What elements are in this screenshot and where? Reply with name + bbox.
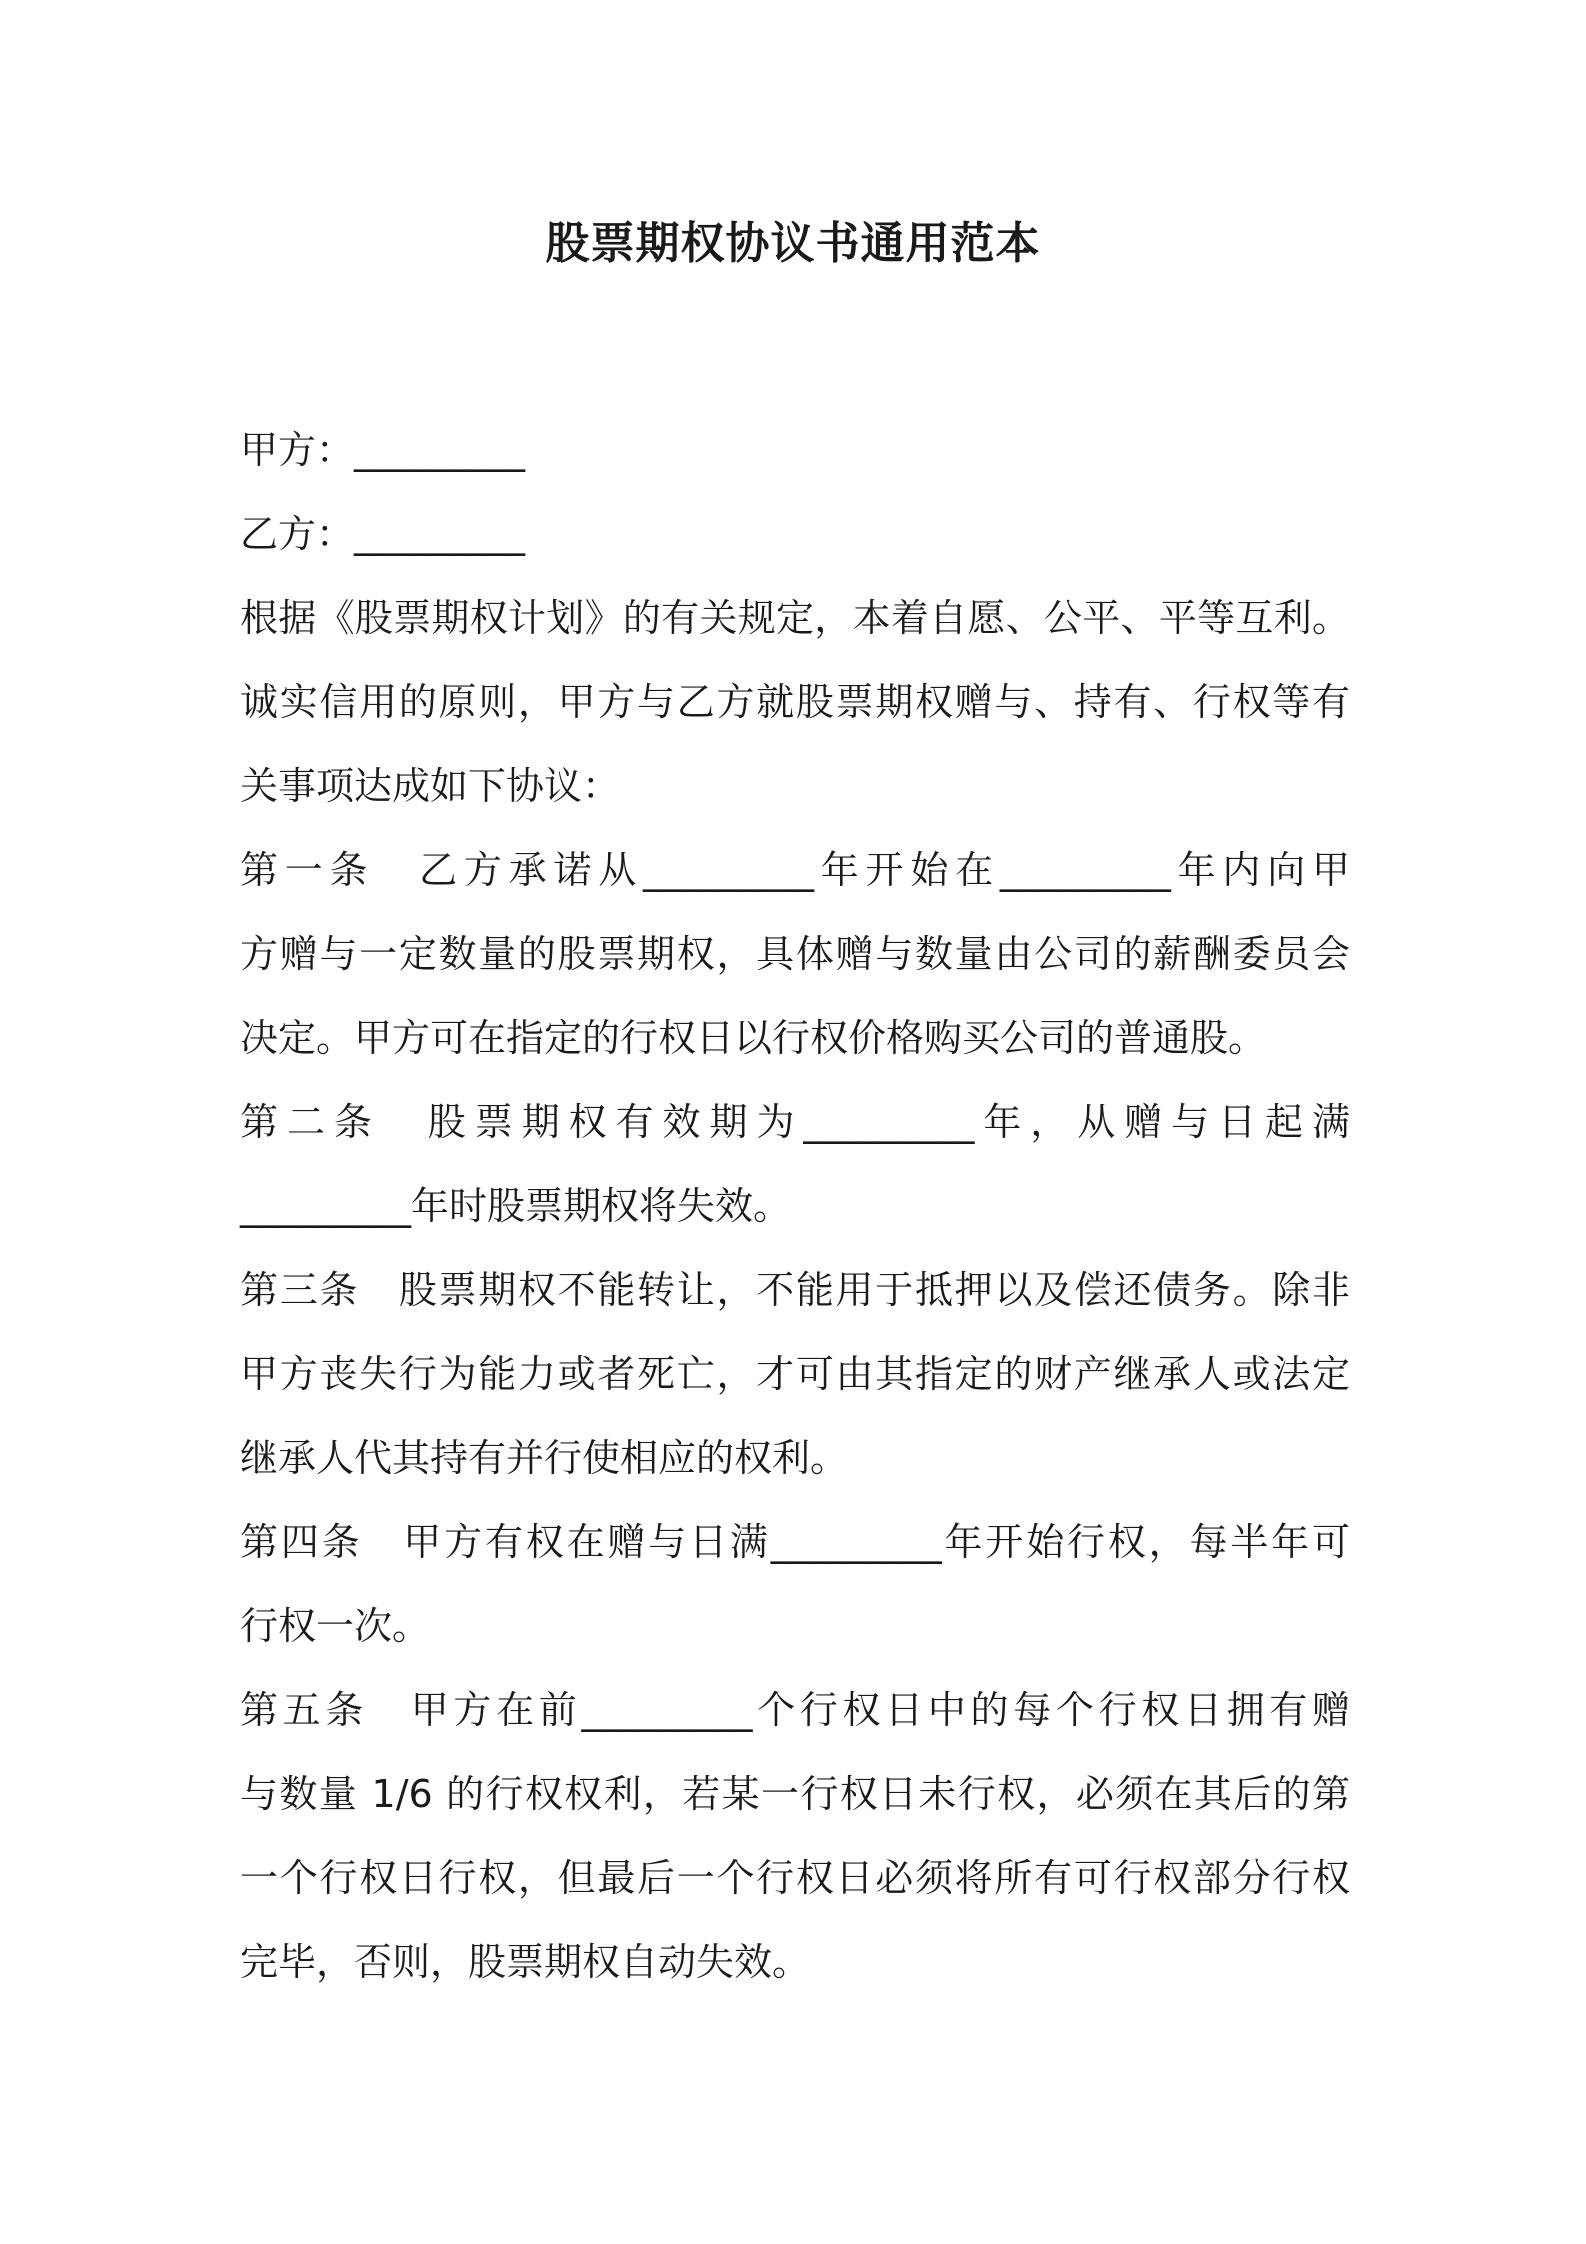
article-5-line-3: 一个行权日行权，但最后一个行权日必须将所有可行权部分行权: [240, 1856, 1350, 1900]
article-2-line-1: 第二条 股票期权有效期为_________年，从赠与日起满: [240, 1100, 1350, 1144]
article-5-line-1: 第五条 甲方在前_________个行权日中的每个行权日拥有赠: [240, 1688, 1350, 1732]
party-a-line: 甲方：_________: [240, 428, 526, 472]
article-4-line-1: 第四条 甲方有权在赠与日满_________年开始行权，每半年可: [240, 1520, 1350, 1564]
document-title: 股票期权协议书通用范本: [545, 218, 1041, 269]
preamble-line-2: 诚实信用的原则，甲方与乙方就股票期权赠与、持有、行权等有: [240, 680, 1350, 724]
party-b-line: 乙方：_________: [240, 512, 526, 556]
preamble-line-3: 关事项达成如下协议：: [240, 764, 621, 808]
article-1-line-3: 决定。甲方可在指定的行权日以行权价格购买公司的普通股。: [240, 1016, 1267, 1060]
preamble-line-1: 根据《股票期权计划》的有关规定，本着自愿、公平、平等互利。: [240, 596, 1350, 640]
article-5-line-4: 完毕，否则，股票期权自动失效。: [240, 1940, 811, 1984]
article-5-line-2: 与数量 1/6 的行权权利，若某一行权日未行权，必须在其后的第: [240, 1772, 1350, 1816]
article-3-line-2: 甲方丧失行为能力或者死亡，才可由其指定的财产继承人或法定: [240, 1352, 1350, 1396]
article-3-line-1: 第三条 股票期权不能转让，不能用于抵押以及偿还债务。除非: [240, 1268, 1350, 1312]
article-1-line-1: 第一条 乙方承诺从_________年开始在_________年内向甲: [240, 848, 1350, 892]
article-1-line-2: 方赠与一定数量的股票期权，具体赠与数量由公司的薪酬委员会: [240, 932, 1350, 976]
document-body: [240, 408, 1350, 2004]
article-3-line-3: 继承人代其持有并行使相应的权利。: [240, 1436, 849, 1480]
article-4-line-2: 行权一次。: [240, 1604, 431, 1648]
article-2-line-2: _________年时股票期权将失效。: [240, 1184, 792, 1228]
